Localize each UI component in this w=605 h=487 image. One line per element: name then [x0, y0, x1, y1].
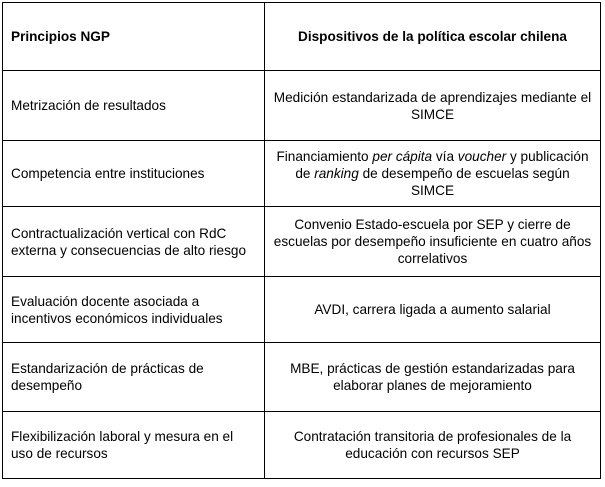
principle-cell: Competencia entre instituciones — [3, 141, 265, 207]
principle-cell: Flexibilización laboral y mesura en el uso de recursos — [3, 412, 265, 479]
header-row — [3, 3, 601, 71]
table-row — [3, 343, 601, 412]
principle-cell: Estandarización de prácticas de desempeño — [3, 343, 265, 412]
device-text: MBE, prácticas de gestión estandarizadas para elaborar planes de mejoramiento — [290, 361, 575, 393]
table-row — [3, 71, 601, 141]
header-dispositivos: Dispositivos de la política escolar chilena — [265, 3, 601, 71]
device-text: de desempeño de escuelas según SIMCE — [358, 166, 570, 198]
device-cell — [265, 343, 601, 412]
device-text: AVDI, carrera ligada a aumento salarial — [314, 302, 551, 317]
device-cell — [265, 141, 601, 207]
device-text: Financiamiento — [276, 149, 373, 164]
device-cell — [265, 277, 601, 343]
device-text-italic: voucher — [457, 149, 507, 164]
device-text-italic: per cápita — [372, 149, 433, 164]
principle-cell: Metrización de resultados — [3, 71, 265, 141]
table-row — [3, 277, 601, 343]
device-text: Medición estandarizada de aprendizajes mediante el SIMCE — [273, 89, 592, 122]
device-cell — [265, 71, 601, 141]
principle-cell: Evaluación docente asociada a incentivos económicos individuales — [3, 277, 265, 343]
table-row — [3, 141, 601, 207]
device-text-italic: ranking — [314, 166, 359, 181]
device-text: Contratación transitoria de profesionales de la educación con recursos SEP — [293, 429, 572, 461]
principle-cell: Contractualización vertical con RdC externa y consecuencias de alto riesgo — [3, 207, 265, 277]
device-cell — [265, 412, 601, 479]
device-text: Convenio Estado-escuela por SEP y cierre de escuelas por desempeño insuficiente en cuatro años correlativos — [273, 217, 592, 266]
device-text: y publicación de — [295, 149, 589, 181]
header-principios: Principios NGP — [3, 3, 265, 71]
device-cell — [265, 207, 601, 277]
ngp-policy-table — [2, 2, 601, 479]
table-row — [3, 412, 601, 479]
device-text: vía — [432, 149, 458, 164]
table-row — [3, 207, 601, 277]
